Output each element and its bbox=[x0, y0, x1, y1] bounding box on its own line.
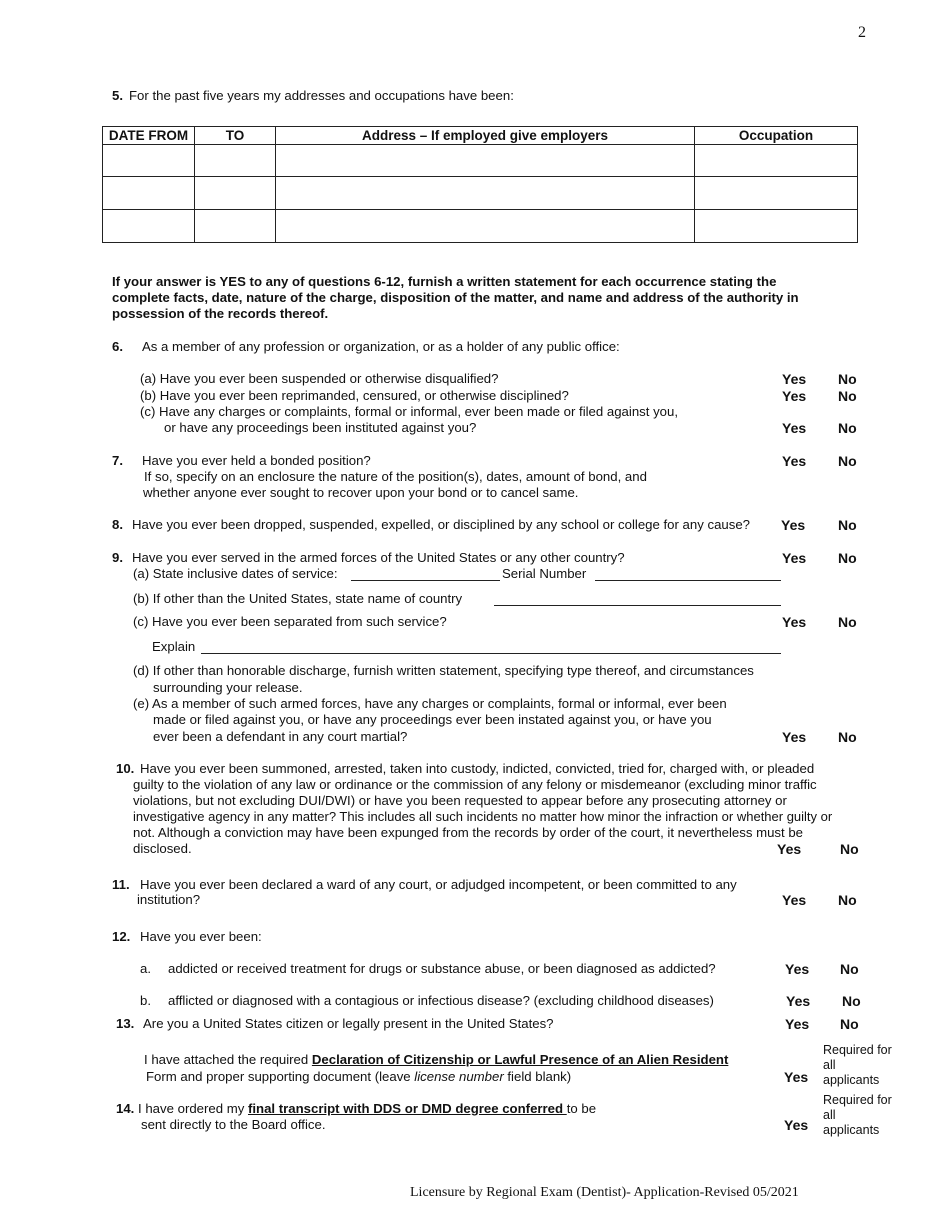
q12-number: 12. bbox=[112, 929, 131, 944]
q11-no[interactable]: No bbox=[838, 892, 857, 908]
q9c-yes[interactable]: Yes bbox=[782, 614, 807, 630]
q13-license-number-italic: license number bbox=[414, 1069, 504, 1084]
instructions-line-2: complete facts, date, nature of the charge, disposition of the matter, and name and address of the authority in bbox=[112, 290, 799, 305]
q13-attach-line-1 bbox=[144, 1052, 728, 1068]
q10-line-4: investigative agency in any matter? This includes all such incidents no matter how minor the infraction or whether guilty or bbox=[133, 809, 833, 824]
q6-text: As a member of any profession or organization, or as a holder of any public office: bbox=[142, 339, 620, 354]
table-cell[interactable] bbox=[276, 145, 695, 177]
dates-of-service-field[interactable] bbox=[351, 580, 500, 581]
q6-c-line-1: (c) Have any charges or complaints, formal or informal, ever been made or filed against you, bbox=[140, 404, 679, 419]
q9-e-line-1: (e) As a member of such armed forces, have any charges or complaints, formal or informal, ever been bbox=[133, 696, 727, 711]
col-header-to: TO bbox=[195, 127, 276, 145]
q6c-no[interactable]: No bbox=[838, 420, 857, 436]
q9-c-label: (c) Have you ever been separated from such service? bbox=[133, 614, 447, 629]
q7-line-1: Have you ever held a bonded position? bbox=[142, 453, 371, 468]
declaration-of-citizenship-link: Declaration of Citizenship or Lawful Presence of an Alien Resident bbox=[311, 1052, 729, 1067]
q5-number: 5. bbox=[112, 88, 123, 103]
table-cell[interactable] bbox=[103, 145, 195, 177]
q9-a-label: (a) State inclusive dates of service: bbox=[133, 566, 338, 581]
q13-no[interactable]: No bbox=[840, 1016, 859, 1032]
q6-a: (a) Have you ever been suspended or otherwise disqualified? bbox=[140, 371, 499, 386]
q7-number: 7. bbox=[112, 453, 123, 468]
q13-attach-line-2 bbox=[146, 1069, 571, 1085]
q8-no[interactable]: No bbox=[838, 517, 857, 533]
q10-number: 10. bbox=[116, 761, 135, 776]
q14-line-2: sent directly to the Board office. bbox=[141, 1117, 326, 1132]
q11-line-2: institution? bbox=[137, 892, 201, 907]
q9e-no[interactable]: No bbox=[838, 729, 857, 745]
q12-b-text: afflicted or diagnosed with a contagious or infectious disease? (excluding childhood diseases) bbox=[168, 993, 714, 1008]
q10-line-2: guilty to the violation of any law or ordinance or the commission of any felony or misdemeanor (excluding minor traffic bbox=[133, 777, 817, 792]
table-row bbox=[103, 210, 858, 243]
q9-no[interactable]: No bbox=[838, 550, 857, 566]
table-cell[interactable] bbox=[695, 177, 858, 210]
footer-text: Licensure by Regional Exam (Dentist)- Application-Revised 05/2021 bbox=[410, 1185, 799, 1200]
q9-text: Have you ever served in the armed forces of the United States or any other country? bbox=[132, 550, 625, 565]
explain-field[interactable] bbox=[201, 653, 781, 654]
q13-attach-line2-post: field blank) bbox=[503, 1069, 572, 1084]
q7-yes[interactable]: Yes bbox=[782, 453, 807, 469]
q9-e-line-2: made or filed against you, or have any proceedings ever been instated against you, or have you bbox=[153, 712, 712, 727]
q14-post: to be bbox=[566, 1101, 597, 1116]
q6a-yes[interactable]: Yes bbox=[782, 371, 807, 387]
q8-yes[interactable]: Yes bbox=[781, 517, 806, 533]
q9-serial-label: Serial Number bbox=[502, 566, 587, 581]
q7-no[interactable]: No bbox=[838, 453, 857, 469]
table-cell[interactable] bbox=[695, 210, 858, 243]
final-transcript-text: final transcript with DDS or DMD degree conferred bbox=[247, 1101, 567, 1116]
q8-number: 8. bbox=[112, 517, 123, 532]
q6b-no[interactable]: No bbox=[838, 388, 857, 404]
instructions-line-3: possession of the records thereof. bbox=[112, 306, 329, 321]
q10-yes[interactable]: Yes bbox=[777, 841, 802, 857]
q13-text: Are you a United States citizen or legally present in the United States? bbox=[143, 1016, 554, 1031]
q12-text: Have you ever been: bbox=[140, 929, 262, 944]
q10-line-3: violations, but not excluding DUI/DWI) or have you been requested to appear before any prosecuting attorney or bbox=[133, 793, 787, 808]
q12b-yes[interactable]: Yes bbox=[786, 993, 811, 1009]
q14-required-note: Required for all applicants bbox=[823, 1093, 892, 1137]
q13-required-note: Required for all applicants bbox=[823, 1043, 892, 1087]
col-header-address: Address – If employed give employers bbox=[276, 127, 695, 145]
q12b-no[interactable]: No bbox=[842, 993, 861, 1009]
table-cell[interactable] bbox=[103, 177, 195, 210]
col-header-date-from: DATE FROM bbox=[103, 127, 195, 145]
q12a-yes[interactable]: Yes bbox=[785, 961, 810, 977]
q12-b-mark: b. bbox=[140, 993, 151, 1008]
q6-b: (b) Have you ever been reprimanded, censured, or otherwise disciplined? bbox=[140, 388, 569, 403]
instructions-line-1: If your answer is YES to any of questions 6-12, furnish a written statement for each occurrence stating the bbox=[112, 274, 777, 289]
table-cell[interactable] bbox=[195, 145, 276, 177]
q13-number: 13. bbox=[116, 1016, 135, 1031]
q8-text: Have you ever been dropped, suspended, expelled, or disciplined by any school or college for any cause? bbox=[132, 517, 751, 532]
serial-number-field[interactable] bbox=[595, 580, 781, 581]
q6c-yes[interactable]: Yes bbox=[782, 420, 807, 436]
q9-d-line-1: (d) If other than honorable discharge, furnish written statement, specifying type thereof, and circumstances bbox=[133, 663, 754, 678]
q9-number: 9. bbox=[112, 550, 123, 565]
table-row bbox=[103, 177, 858, 210]
col-header-occupation: Occupation bbox=[695, 127, 858, 145]
page-number: 2 bbox=[858, 24, 866, 41]
q11-line-1: Have you ever been declared a ward of any court, or adjudged incompetent, or been committed to any bbox=[140, 877, 737, 892]
table-cell[interactable] bbox=[695, 145, 858, 177]
q11-yes[interactable]: Yes bbox=[782, 892, 807, 908]
q6a-no[interactable]: No bbox=[838, 371, 857, 387]
q9e-yes[interactable]: Yes bbox=[782, 729, 807, 745]
table-cell[interactable] bbox=[195, 177, 276, 210]
table-cell[interactable] bbox=[195, 210, 276, 243]
q12-a-text: addicted or received treatment for drugs or substance abuse, or been diagnosed as addicted? bbox=[168, 961, 716, 976]
q10-no[interactable]: No bbox=[840, 841, 859, 857]
q14-line-1 bbox=[116, 1101, 596, 1117]
q7-line-2: If so, specify on an enclosure the nature of the position(s), dates, amount of bond, and bbox=[144, 469, 647, 484]
q9c-no[interactable]: No bbox=[838, 614, 857, 630]
q6b-yes[interactable]: Yes bbox=[782, 388, 807, 404]
q10-line-1: Have you ever been summoned, arrested, taken into custody, indicted, convicted, tried for, charged with, or pleaded bbox=[140, 761, 815, 776]
q10-line-5: not. Although a conviction may have been expunged from the records by order of the court, it nevertheless must be bbox=[133, 825, 804, 840]
q7-line-3: whether anyone ever sought to recover upon your bond or to cancel same. bbox=[143, 485, 579, 500]
table-cell[interactable] bbox=[276, 210, 695, 243]
q10-line-6: disclosed. bbox=[133, 841, 192, 856]
q6-c-line-2: or have any proceedings been instituted against you? bbox=[164, 420, 477, 435]
q13-yes[interactable]: Yes bbox=[785, 1016, 810, 1032]
q9-explain-label: Explain bbox=[152, 639, 196, 654]
q9-yes[interactable]: Yes bbox=[782, 550, 807, 566]
q6-number: 6. bbox=[112, 339, 123, 354]
q12-a-mark: a. bbox=[140, 961, 151, 976]
country-name-field[interactable] bbox=[494, 605, 781, 606]
q12a-no[interactable]: No bbox=[840, 961, 859, 977]
history-table bbox=[102, 126, 858, 243]
q5-text: For the past five years my addresses and occupations have been: bbox=[129, 88, 514, 103]
q13-attach-line2-pre: Form and proper supporting document (leave bbox=[146, 1069, 415, 1084]
q11-number: 11. bbox=[112, 877, 130, 892]
table-cell[interactable] bbox=[103, 210, 195, 243]
q13-attach-yes[interactable]: Yes bbox=[784, 1069, 809, 1085]
table-row bbox=[103, 145, 858, 177]
q14-yes[interactable]: Yes bbox=[784, 1117, 809, 1133]
q9-e-line-3: ever been a defendant in any court martial? bbox=[153, 729, 408, 744]
table-cell[interactable] bbox=[276, 177, 695, 210]
q14-pre: I have ordered my bbox=[138, 1101, 248, 1116]
q14-number: 14. bbox=[116, 1101, 135, 1116]
q9-d-line-2: surrounding your release. bbox=[153, 680, 303, 695]
q9-b-label: (b) If other than the United States, state name of country bbox=[133, 591, 463, 606]
q13-attach-pre: I have attached the required bbox=[144, 1052, 312, 1067]
